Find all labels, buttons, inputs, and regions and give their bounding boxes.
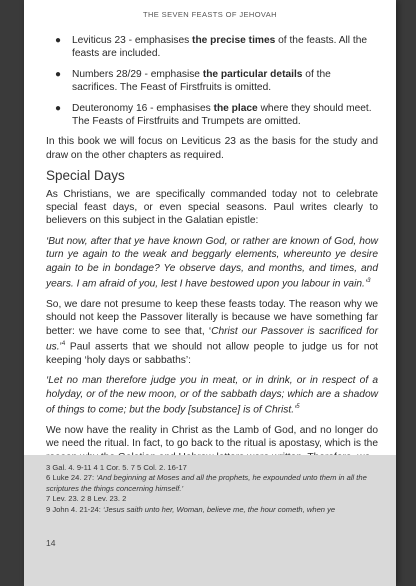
footnote-ref: 4 — [61, 341, 66, 348]
footnote-ref-text: 9 John 4. 21-24: — [46, 504, 103, 514]
footnote-line: 3 Gal. 4. 9-11 4 1 Cor. 5. 7 5 Col. 2. 16-17 — [46, 463, 187, 472]
paragraph-christians: As Christians, we are specifically commanded today not to celebrate special feast days, or even special seasons. Paul writes clearly to believers on this subject in the Galatian epistle: — [46, 188, 378, 227]
bullet-text: of the sacrifices. The Feast of Firstfruits is omitted. — [72, 68, 331, 94]
bullet-icon: ● — [55, 68, 62, 80]
bullet-text: Numbers 28/29 - emphasise — [72, 68, 203, 80]
paragraph-text: So, we dare not presume to keep these feasts today. The reason why we should not keep the Passover literally is because we have something far better: we have come to see that, ‘ — [46, 298, 378, 337]
paragraph-focus: In this book we will focus on Leviticus 23 as the basis for the study and draw on the other chapters as required. — [46, 136, 378, 161]
scripture-quote — [46, 235, 378, 291]
footnote-line — [46, 473, 378, 494]
bullet-text: where they should meet. The Feasts of Firstfruits and Trumpets are omitted. — [72, 102, 372, 128]
paragraph-text: ’ — [59, 341, 62, 353]
footnote-ref: 3 — [367, 278, 371, 285]
paragraph-passover — [46, 298, 378, 367]
list-item — [46, 68, 378, 95]
list-item — [46, 102, 378, 129]
footnote-quote: ‘And beginning at Moses and all the prophets, he expounded unto them in all the scriptures the things concerning himself.’ — [46, 473, 367, 493]
quote-text: ‘But now, after that ye have known God, or rather are known of God, how turn ye again to the weak and beggarly elements, whereunto ye desire again to be in bondage? Ye observe days, and months, and times, and years. I am afraid of you, lest I have bestowed upon you labour in vain.’ — [46, 235, 378, 290]
feast-chapter-list — [46, 34, 378, 128]
page-body — [46, 34, 378, 471]
footnote-ref-text: 6 Luke 24. 27: — [46, 473, 97, 483]
running-head: THE SEVEN FEASTS OF JEHOVAH — [142, 10, 277, 19]
footnote-quote: ‘Jesus saith unto her, Woman, believe me, the hour cometh, when ye — [103, 504, 336, 514]
quote-text: ‘Let no man therefore judge you in meat, or in drink, or in respect of a holyday, or of the new moon, or of the sabbath days; which are a shadow of things to come; but the body [substance] is of Christ.’ — [46, 375, 378, 416]
footnote-line: 7 Lev. 23. 2 8 Lev. 23. 2 — [46, 494, 127, 504]
bullet-icon: ● — [55, 102, 62, 114]
bullet-text: of the feasts. All the feasts are included. — [72, 35, 368, 60]
footnotes — [24, 455, 396, 586]
paragraph-reality: We now have the reality in Christ as the Lamb of God, and no longer do we need the ritual. In fact, to go back to the ritual is apostasy, which is the — [46, 424, 378, 450]
bullet-emphasis: the particular details — [202, 68, 303, 80]
page-number: 14 — [46, 538, 56, 548]
scripture-quote — [46, 374, 378, 417]
bullet-emphasis: the precise times — [192, 35, 276, 46]
list-item — [46, 34, 378, 61]
footnote-ref: 5 — [296, 404, 300, 411]
paragraph-text: Paul asserts that we should not allow people to judge us for not keeping ‘holy days or sabbaths’: — [46, 341, 378, 366]
footnote-line — [46, 505, 378, 515]
bullet-emphasis: the place — [213, 102, 258, 114]
bullet-text: Deuteronomy 16 - emphasises — [72, 102, 214, 114]
bullet-text: Leviticus 23 - emphasises — [72, 35, 193, 46]
section-heading: Special Days — [46, 168, 125, 184]
book-page — [24, 0, 396, 586]
inline-quote: Christ our Passover is sacrificed for us. — [46, 325, 378, 353]
bullet-icon: ● — [55, 35, 62, 46]
